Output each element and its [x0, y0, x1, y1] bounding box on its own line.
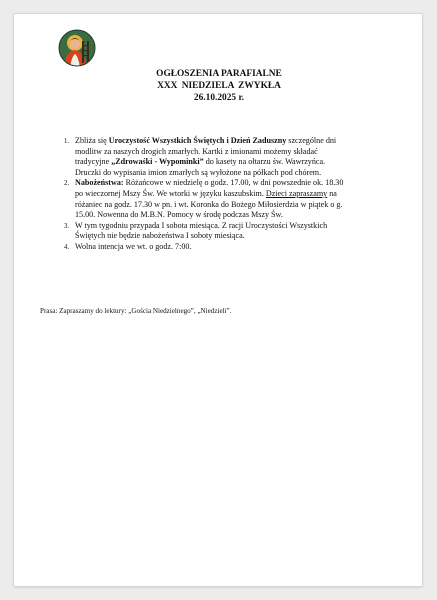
announcement-text: Uroczystość Wszystkich Świętych i Dzień Zaduszny: [108, 136, 287, 145]
announcement-item: [64, 220, 345, 242]
announcement-text: na różaniec na godz. 17.30 w pn. i wt. Koronka do Bożego Miłosierdzia w piątek o g. 15.00. Nowenna do M.B.N. Pomocy w środę podczas Mszy Św.: [75, 188, 343, 220]
announcement-text: do kasety na ołtarzu św. Wawrzyńca. Druczki do wypisania imion zmarłych są wyłożone na półkach pod chórem.: [75, 157, 326, 177]
document-title: OGŁOSZENIA PARAFIALNE: [156, 69, 282, 79]
announcement-item: [64, 136, 345, 178]
announcements-section: [14, 136, 422, 253]
announcement-text: Nabożeństwa:: [75, 178, 124, 188]
announcement-number: 1.: [64, 138, 70, 145]
announcement-text: W tym tygodniu przypada I sobota miesiąca. Z racji Uroczystości Wszystkich Świętych nie będzie nabożeństwa I soboty miesiąca.: [75, 220, 328, 241]
announcement-item: [64, 178, 345, 220]
document-subtitle: XXX NIEDZIELA ZWYKŁA: [157, 81, 281, 91]
announcement-text: szczególne dni modlitw za naszych drogich zmarłych. Kartki z imionami możemy składać tradycyjne: [75, 136, 337, 167]
press-footer: Prasa: Zapraszamy do lektury: „Gościa Niedzielnego”, „Niedzieli”.: [40, 307, 232, 315]
announcement-item: [64, 241, 345, 253]
announcement-text: Dzieci zapraszamy: [265, 188, 328, 198]
saint-portrait-icon: [58, 29, 96, 67]
announcement-number: 4.: [64, 243, 70, 251]
announcement-number: 3.: [64, 222, 70, 230]
announcements-list: [14, 136, 422, 253]
announcement-text: Zbliża się: [75, 136, 109, 145]
announcement-text: Wolna intencja we wt. o godz. 7:00.: [75, 241, 192, 251]
document-date: 26.10.2025 r.: [193, 93, 245, 103]
document-header: [74, 68, 364, 104]
document-page: [14, 14, 422, 586]
announcement-number: 2.: [64, 180, 70, 188]
announcement-text: Różańcowe w niedzielę o godz. 17.00, w dni powszednie ok. 18.30 po wieczornej Mszy Św. We wtorki w języku kaszubskim.: [75, 178, 344, 198]
announcement-text: „Zdrowaśki - Wypominki”: [111, 157, 204, 167]
